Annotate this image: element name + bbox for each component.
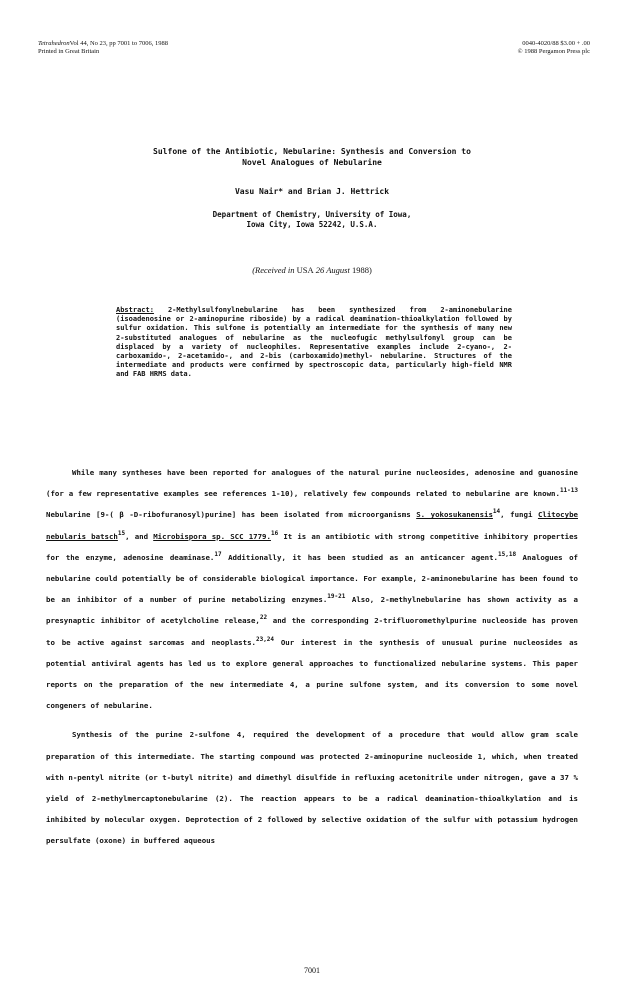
affiliation-line-1: Department of Chemistry, University of Iowa, [212,210,412,219]
p1-text-4: , and [125,531,154,541]
journal-header-left [38,40,168,56]
abstract-label: Abstract: [116,306,154,314]
p1-text-1: While many syntheses have been reported for analogues of the natural purine nucleosides, adenosine and guanosine (for a few representative examples see references 1-10), relatively few compounds related to nebularine are known. [46,468,578,499]
p1-ref-7: 19-21 [327,593,346,601]
publisher-copyright: © 1988 Pergamon Press plc [517,48,590,55]
received-date [60,265,564,275]
p1-text-5: It is an antibiotic with strong competitive inhibitory properties for the enzyme, adenosine deaminase. [46,531,579,562]
p1-ref-8: 22 [259,614,268,622]
paper-authors: Vasu Nair* and Brian J. Hettrick [234,187,390,196]
affiliation-line-2: Iowa City, Iowa 52242, U.S.A. [246,220,378,229]
body-text [46,462,578,852]
journal-citation: Vol 44, No 23, pp 7001 to 7006, 1988 [69,40,168,47]
p1-organism-3: Microbispora sp. SCC 1779. [153,531,271,541]
p1-text-2: Nebularine [9-( β -D-ribofuranosyl)purine] has been isolated from microorganisms [46,510,417,520]
p1-ref-1: 11-13 [559,487,578,495]
paper-title-line-1: Sulfone of the Antibiotic, Nebularine: Synthesis and Conversion to [153,147,471,156]
p1-ref-4: 16 [270,529,279,537]
paper-title [60,146,564,168]
abstract-text: 2-Methylsulfonylnebularine has been synthesized from 2-aminonebularine (isoadenosine or 2-aminopurine riboside) by a radical deamination-thioalkylation followed by sulfur oxidation. This sulfone is potentially an intermediate for the synthesis of many new 2-substituted analogues of nebularine as the nucleofugic methylsulfonyl group can be displaced by a variety of nucleophiles. Representative examples include 2-cyano-, 2-carboxamido-, 2-acetamido-, and 2-bis (carboxamido)methyl- nebularine. Structures of the intermediate and products were confirmed by spectroscopic data, particularly high-field NMR and FAB HRMS data. [116,306,512,379]
p1-organism-2: Clitocybe nebularis batsch [46,510,578,541]
paragraph-2: Synthesis of the purine 2-sulfone 4, required the development of a procedure that would allow gram scale preparation of this intermediate. The starting compound was protected 2-aminopurine nucleoside 1, which, when treated with n-pentyl nitrite (or t-butyl nitrite) and dimethyl disulfide in refluxing acetonitrile under nitrogen, gave a 37 % yield of 2-methylmercaptonebularine (2). The reaction appears to be a radical deamination-thioalkylation and is inhibited by molecular oxygen. Deprotection of 2 followed by selective oxidation of the sulfur with potassium hydrogen persulfate (oxone) in buffered aqueous [46,730,578,846]
p1-text-8: Also, 2-methylnebularine has shown activity as a presynaptic inhibitor of acetylcholine release, [46,595,578,626]
printed-in: Printed in Great Britain [38,48,100,55]
p1-text-10: Our interest in the synthesis of unusual purine nucleosides as potential antiviral agents has led us to explore general approaches to functionalized nebularine systems. This paper reports on the preparation of the new intermediate 4, a purine sulfone system, and its conversion to some novel congeners of nebularine. [46,637,578,711]
received-day-month: 26 August [313,265,352,275]
p1-ref-3: 15 [117,529,126,537]
p1-text-6: Additionally, it has been studied as an anticancer agent. [221,552,498,562]
received-year: 1988) [351,265,372,275]
p1-organism-1: S. yokosukanensis [416,510,493,520]
abstract [116,306,512,380]
page-number: 7001 [304,966,320,975]
paragraph-1 [46,462,578,716]
author-affiliation [60,210,564,230]
received-pre: (Received in [252,265,297,275]
journal-code: 0040-4020/88 $3.00 + .00 [522,40,590,47]
p1-ref-2: 14 [492,508,501,516]
p1-text-9: and the corresponding 2-trifluoromethylpurine nucleoside has proven to be active against sarcomas and neoplasts. [46,616,578,647]
p1-text-3: , fungi [500,510,538,520]
p1-ref-5: 17 [214,550,222,558]
journal-name: Tetrahedron [38,40,70,47]
p1-ref-6: 15,18 [498,550,517,558]
p1-text-7: Analogues of nebularine could potentially be of considerable biological importance. For example, 2-aminonebularine has been found to be an inhibitor of a number of purine metabolizing enzymes. [46,552,578,605]
received-country: USA [296,265,314,275]
paper-title-line-2: Novel Analogues of Nebularine [242,158,382,167]
p1-ref-9: 23,24 [255,635,275,643]
journal-header-right [518,40,590,56]
